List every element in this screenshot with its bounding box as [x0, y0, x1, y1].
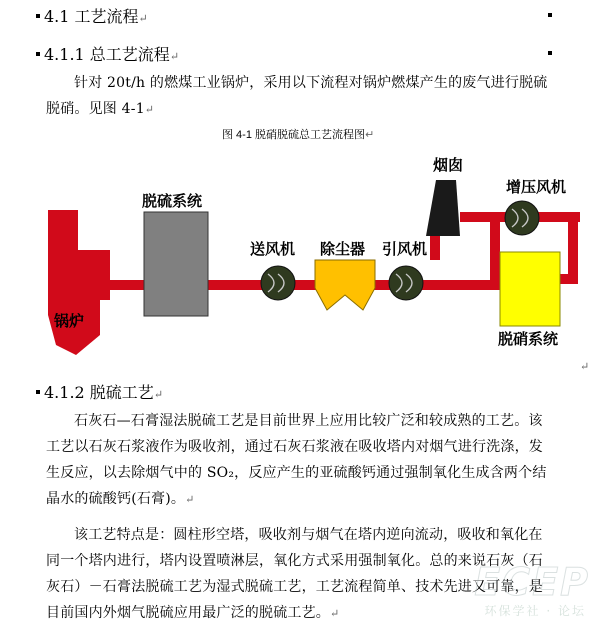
paragraph-mark: ↵	[153, 388, 164, 401]
para3-line3: 灰石）－石膏法脱硫工艺为湿式脱硫工艺，工艺流程简单、技术先进又可靠，是	[46, 579, 543, 595]
label-chimney: 烟囱	[433, 156, 464, 174]
figure-caption: 图 4-1 脱硝脱硫总工艺流程图↵	[222, 129, 375, 141]
label-desulf: 脱硫系统	[142, 192, 203, 210]
watermark-logo: ECEP 环保学社 · 论坛	[474, 560, 590, 618]
heading-bullet	[36, 14, 40, 18]
pipe-into-denitr	[558, 274, 578, 284]
label-blower: 送风机	[250, 240, 296, 258]
heading-bullet	[36, 52, 40, 56]
blower-fan-icon	[261, 266, 295, 300]
para1-line1: 针对 20t/h 的燃煤工业锅炉，采用以下流程对锅炉燃煤产生的废气进行脱硫	[74, 75, 548, 91]
label-booster: 增压风机	[506, 178, 567, 196]
para2-line4: 晶水的硫酸钙(石膏)。↵	[46, 491, 195, 507]
denitr-box	[500, 252, 560, 326]
label-dust: 除尘器	[320, 240, 366, 258]
dust-collector-shape	[315, 260, 375, 310]
heading-4-1: 4.1 工艺流程↵	[36, 4, 148, 27]
heading-4-1-2: 4.1.2 脱硫工艺↵	[36, 380, 163, 403]
paragraph-mark: ↵	[169, 50, 180, 63]
chimney-shape	[426, 180, 460, 236]
paragraph-mark: ↵	[580, 360, 590, 373]
para3-line2: 同一个塔内进行，塔内设置喷淋层，氧化方式采用强制氧化。总的来说石灰（石	[46, 553, 543, 569]
label-boiler: 锅炉	[54, 312, 85, 330]
desulf-box	[144, 212, 208, 316]
booster-fan-icon	[505, 201, 539, 235]
boiler-shape	[48, 210, 110, 355]
para1-line2: 脱硝。见图 4-1↵	[46, 101, 155, 117]
pipe-riser	[490, 220, 500, 290]
label-induced: 引风机	[382, 240, 428, 258]
induced-fan-icon	[389, 266, 423, 300]
pipe-right-down	[568, 212, 578, 282]
para3-line1: 该工艺特点是：圆柱形空塔，吸收剂与烟气在塔内逆向流动，吸收和氧化在	[74, 527, 543, 543]
para2-line2: 工艺以石灰石浆液作为吸收剂，通过石灰石浆液在吸收塔内对烟气进行洗涤，发	[46, 439, 543, 455]
process-flow-diagram	[40, 150, 580, 370]
para2-line1: 石灰石—石膏湿法脱硫工艺是目前世界上应用比较广泛和较成熟的工艺。该	[74, 413, 543, 429]
paragraph-mark: ↵	[138, 12, 148, 25]
para3-line4: 目前国内外烟气脱硫应用最广泛的脱硫工艺。↵	[46, 605, 340, 621]
heading-4-1-1: 4.1.1 总工艺流程↵	[36, 42, 179, 65]
para2-line3: 生反应，以去除烟气中的 SO₂，反应产生的亚硫酸钙通过强制氧化生成含两个结	[46, 465, 547, 481]
margin-marker	[548, 13, 552, 17]
heading-bullet	[36, 390, 40, 394]
label-denitr: 脱硝系统	[498, 330, 559, 348]
margin-marker	[548, 51, 552, 55]
